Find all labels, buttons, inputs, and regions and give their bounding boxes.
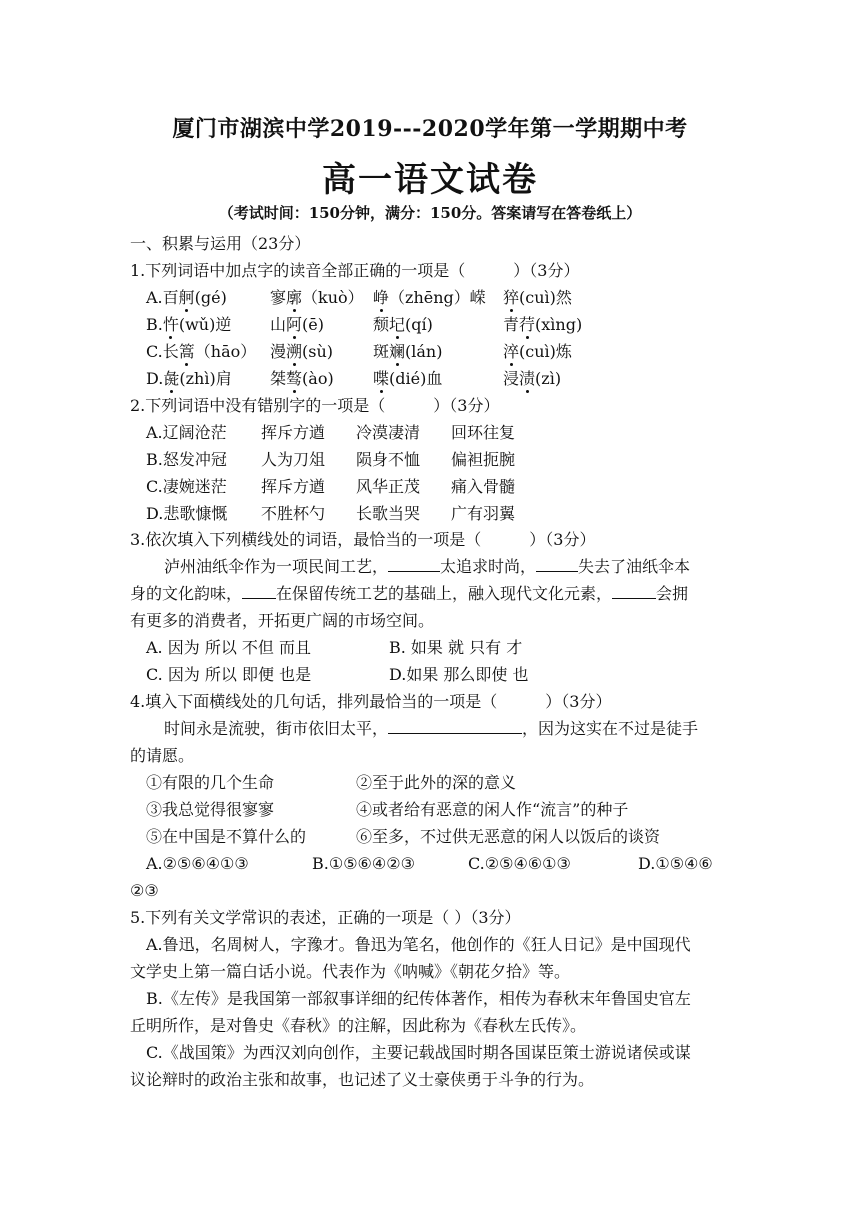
question-3-stem: 3.依次填入下列横线处的词语，最恰当的一项是（ ）（3分） [130,530,596,549]
q1-d-2: 桀骜(ào) [270,369,334,388]
q1-c-2: 漫溯(sù) [270,342,334,361]
emphasis-dot: 忤 [162,315,179,334]
q2-a-3: 冷漠凄清 [356,423,421,442]
question-4-passage-line1 [164,719,698,739]
q4-item-6: ⑥至多，不过供无恶意的闲人以饭后的谈资 [356,827,661,846]
q2-c-3: 风华正茂 [356,477,421,496]
q1-d-3: 喋(dié)血 [373,369,443,388]
q3-blank-4 [612,584,656,599]
question-3-passage-line1 [164,557,690,577]
emphasis-dot: 渍 [519,369,536,388]
question-5-stem: 5.下列有关文学常识的表述，正确的一项是（ ）（3分） [130,908,521,927]
q1-b-1: B.忤(wǔ)逆 [146,315,232,334]
emphasis-dot: 篙 [178,342,195,361]
question-3-passage-line3: 有更多的消费者，开拓更广阔的市场空间。 [130,611,435,630]
q2-b-1: B.怒发冲冠 [146,450,227,469]
q2-a-1: A.辽阔沧茫 [146,423,227,442]
q1-c-3: 斑斓(lán) [373,342,443,361]
emphasis-dot: 喋 [373,369,390,388]
q2-c-1: C.凄婉迷茫 [146,477,227,496]
q4-option-d: D.①⑤④⑥ [638,854,713,873]
q1-a-1: A.百舸(gé) [146,288,227,307]
q4-text: 时间永是流驶，街市依旧太平， [164,719,389,738]
emphasis-dot: 骜 [286,369,303,388]
q1-c-4: 淬(cuì)炼 [503,342,572,361]
q3-blank-1 [388,557,440,572]
emphasis-dot: 彘 [163,369,180,388]
q5-option-a-line2: 文学史上第一篇白话小说。代表作为《呐喊》《朝花夕拾》等。 [130,962,571,981]
exam-title-school: 厦门市湖滨中学2019---2020学年第一学期期中考 [172,116,688,142]
emphasis-dot: 峥 [373,288,390,307]
q1-a-2: 寥廓（kuò） [270,288,364,307]
q3-option-b: B. 如果 就 只有 才 [389,638,523,657]
question-3-passage-line2 [130,584,688,604]
q2-a-2: 挥斥方遒 [261,423,326,442]
emphasis-dot: 阿 [286,315,303,334]
question-2-stem: 2.下列词语中没有错别字的一项是（ ）（3分） [130,396,500,415]
emphasis-dot: 溯 [286,342,303,361]
q3-text: 太追求时尚， [440,557,537,576]
q4-option-d-wrap: ②③ [130,881,159,900]
q4-option-c: C.②⑤④⑥①③ [468,854,571,873]
q5-option-a-line1: A.鲁迅，名周树人，字豫才。鲁迅为笔名，他创作的《狂人日记》是中国现代 [146,935,691,954]
q1-a-4: 猝(cuì)然 [503,288,572,307]
q4-item-5: ⑤在中国是不算什么的 [146,827,307,846]
q4-item-1: ①有限的几个生命 [146,773,275,792]
question-1-stem: 1.下列词语中加点字的读音全部正确的一项是（ ）（3分） [130,261,580,280]
q5-option-b-line1: B.《左传》是我国第一部叙事详细的纪传体著作，相传为春秋末年鲁国史官左 [146,989,691,1008]
q2-b-3: 陨身不恤 [356,450,421,469]
q5-option-c-line2: 议论辩时的政治主张和故事，也记述了义士豪侠勇于斗争的行为。 [130,1070,595,1089]
q2-d-1: D.悲歌慷慨 [146,504,228,523]
q4-option-a: A.②⑤⑥④①③ [146,854,249,873]
question-4-stem: 4.填入下面横线处的几句话，排列最恰当的一项是（ ）（3分） [130,692,612,711]
emphasis-dot: 廓 [286,288,303,307]
q3-text: 会拥 [656,584,689,603]
exam-subtitle: （考试时间：150分钟，满分：150分。答案请写在答卷纸上） [218,204,642,222]
q4-blank [388,719,522,734]
q1-b-4: 青荇(xìng) [503,315,583,334]
q2-a-4: 回环往复 [451,423,516,442]
q4-item-4: ④或者给有恶意的闲人作“流言”的种子 [356,800,629,819]
q5-option-b-line2: 丘明所作，是对鲁史《春秋》的注解，因此称为《春秋左氏传》。 [130,1016,587,1035]
q2-b-2: 人为刀俎 [261,450,326,469]
q3-blank-2 [536,557,578,572]
section-heading: 一、积累与运用（23分） [130,234,311,253]
q2-b-4: 偏袒扼腕 [451,450,516,469]
q3-option-a: A. 因为 所以 不但 而且 [146,638,311,657]
q2-d-3: 长歌当哭 [356,504,421,523]
emphasis-dot: 荇 [519,315,536,334]
q3-text: 身的文化韵味， [130,584,243,603]
q1-b-3: 颓圮(qí) [373,315,433,334]
emphasis-dot: 淬 [503,342,520,361]
q2-c-2: 挥斥方遒 [261,477,326,496]
q5-option-c-line1: C.《战国策》为西汉刘向创作，主要记载战国时期各国谋臣策士游说诸侯或谋 [146,1043,691,1062]
q4-option-b: B.①⑤⑥④②③ [312,854,415,873]
q3-text: 在保留传统工艺的基础上，融入现代文化元素， [276,584,613,603]
q3-text: 泸州油纸伞作为一项民间工艺， [164,557,389,576]
q4-item-2: ②至于此外的深的意义 [356,773,517,792]
q1-d-4: 浸渍(zì) [503,369,562,388]
q3-option-d: D.如果 那么即使 也 [389,665,529,684]
q2-d-4: 广有羽翼 [451,504,516,523]
q1-c-1: C.长篙（hāo） [146,342,257,361]
question-4-passage-line2: 的请愿。 [130,746,195,765]
emphasis-dot: 斓 [389,342,406,361]
q3-blank-3 [242,584,276,599]
q3-text: 失去了油纸伞本 [578,557,691,576]
q2-c-4: 痛入骨髓 [451,477,516,496]
q2-d-2: 不胜杯勺 [261,504,326,523]
q3-option-c: C. 因为 所以 即便 也是 [146,665,312,684]
q1-d-1: D.彘(zhì)肩 [146,369,232,388]
q4-item-3: ③我总觉得很寥寥 [146,800,275,819]
emphasis-dot: 舸 [178,288,195,307]
q1-b-2: 山阿(ē) [270,315,324,334]
emphasis-dot: 猝 [503,288,520,307]
emphasis-dot: 圮 [389,315,406,334]
q4-text: ，因为这实在不过是徒手 [522,719,699,738]
q1-a-3: 峥（zhēng）嵘 [373,288,486,307]
exam-title-subject: 高一语文试卷 [322,160,538,200]
